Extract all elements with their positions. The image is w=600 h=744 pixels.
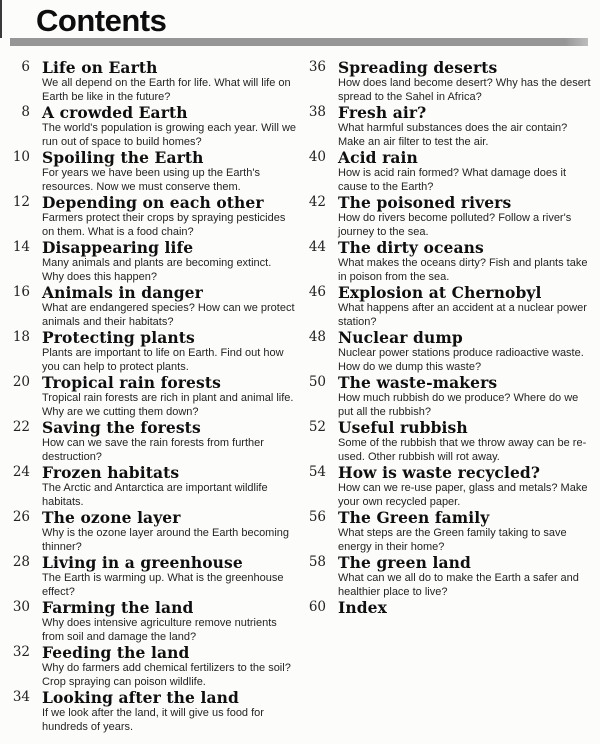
toc-entry-description: Tropical rain forests are rich in plant and animal life. Why are we cutting them down? xyxy=(42,392,294,418)
toc-entry-body xyxy=(42,59,296,104)
toc-entry-description: Some of the rubbish that we throw away can be re-used. Other rubbish will rot away. xyxy=(338,437,587,463)
toc-page-number: 46 xyxy=(308,284,326,300)
toc-entry-title: Spoiling the Earth xyxy=(42,148,204,167)
toc-page-number: 32 xyxy=(12,644,30,660)
toc-entry-description: Why do farmers add chemical fertilizers to the soil? Crop spraying can poison wildlife. xyxy=(42,662,291,688)
toc-page-number: 56 xyxy=(308,509,326,525)
toc-page-number: 52 xyxy=(308,419,326,435)
toc-entry-title: Feeding the land xyxy=(42,643,190,662)
toc-entry-body xyxy=(42,239,296,284)
toc-page-number: 8 xyxy=(21,104,30,120)
toc-entry xyxy=(303,509,592,554)
scan-edge-artifact xyxy=(0,0,2,38)
toc-entry-description: Many animals and plants are becoming extinct. Why does this happen? xyxy=(42,257,272,283)
toc-entry xyxy=(12,554,296,599)
toc-entry-body xyxy=(338,554,592,599)
toc-entry-title: Animals in danger xyxy=(42,283,203,302)
toc-entry xyxy=(12,464,296,509)
toc-entry-body xyxy=(338,239,592,284)
toc-page-number: 10 xyxy=(12,149,30,165)
toc-entry-body xyxy=(338,329,592,374)
toc-entry xyxy=(303,419,592,464)
toc-entry-body xyxy=(42,419,296,464)
toc-entry-description: What are endangered species? How can we protect animals and their habitats? xyxy=(42,302,295,328)
toc-entry xyxy=(303,554,592,599)
toc-entry-title: Index xyxy=(338,598,387,617)
toc-entry-description: How is acid rain formed? What damage does it cause to the Earth? xyxy=(338,167,567,193)
toc-entry-description: The world's population is growing each year. Will we run out of space to build homes? xyxy=(42,122,296,148)
toc-entry xyxy=(12,599,296,644)
toc-entry-body xyxy=(42,464,296,509)
toc-page-number: 24 xyxy=(12,464,30,480)
toc-entry xyxy=(12,149,296,194)
toc-entry-title: Disappearing life xyxy=(42,238,194,257)
toc-entry-body xyxy=(42,329,296,374)
toc-entry-description: We all depend on the Earth for life. What will life on Earth be like in the future? xyxy=(42,77,291,103)
toc-entry-body xyxy=(338,599,592,616)
toc-page-number: 44 xyxy=(308,239,326,255)
toc-entry-body xyxy=(42,194,296,239)
toc-page-number: 38 xyxy=(308,104,326,120)
toc-entry-description: What steps are the Green family taking to save energy in their home? xyxy=(338,527,567,553)
contents-column-right xyxy=(296,59,600,734)
toc-entry-body xyxy=(42,644,296,689)
toc-entry xyxy=(12,329,296,374)
toc-entry xyxy=(12,59,296,104)
toc-page-number: 22 xyxy=(12,419,30,435)
toc-page-number: 58 xyxy=(308,554,326,570)
toc-entry-description: How does land become desert? Why has the desert spread to the Sahel in Africa? xyxy=(338,77,591,103)
toc-entry-body xyxy=(338,59,592,104)
toc-entry-body xyxy=(42,284,296,329)
page-title: Contents xyxy=(36,3,167,38)
toc-entry xyxy=(303,194,592,239)
toc-entry-description: How can we save the rain forests from further destruction? xyxy=(42,437,264,463)
toc-entry-description: How can we re-use paper, glass and metals? Make your own recycled paper. xyxy=(338,482,588,508)
toc-entry xyxy=(303,149,592,194)
toc-entry-title: Useful rubbish xyxy=(338,418,468,437)
toc-entry xyxy=(303,374,592,419)
toc-entry-title: The Green family xyxy=(338,508,490,527)
toc-entry-title: Depending on each other xyxy=(42,193,264,212)
toc-page-number: 54 xyxy=(308,464,326,480)
toc-entry-title: The green land xyxy=(338,553,471,572)
toc-entry-description: Why is the ozone layer around the Earth becoming thinner? xyxy=(42,527,290,553)
toc-page-number: 12 xyxy=(12,194,30,210)
toc-entry-description: If we look after the land, it will give us food for hundreds of years. xyxy=(42,707,264,733)
toc-page-number: 6 xyxy=(21,59,30,75)
toc-entry-description: What happens after an accident at a nuclear power station? xyxy=(338,302,587,328)
toc-page-number: 14 xyxy=(12,239,30,255)
toc-entry-body xyxy=(42,149,296,194)
toc-entry-description: Nuclear power stations produce radioactive waste. How do we dump this waste? xyxy=(338,347,584,373)
toc-entry xyxy=(303,104,592,149)
toc-entry-title: The poisoned rivers xyxy=(338,193,512,212)
toc-entry xyxy=(12,689,296,734)
toc-entry-title: A crowded Earth xyxy=(42,103,188,122)
toc-entry-title: Acid rain xyxy=(338,148,418,167)
toc-entry xyxy=(12,374,296,419)
toc-entry-description: How much rubbish do we produce? Where do we put all the rubbish? xyxy=(338,392,579,418)
toc-page-number: 36 xyxy=(308,59,326,75)
toc-entry-title: The ozone layer xyxy=(42,508,181,527)
toc-entry-body xyxy=(42,689,296,734)
toc-entry xyxy=(303,239,592,284)
toc-page-number: 34 xyxy=(12,689,30,705)
toc-entry xyxy=(12,194,296,239)
title-divider-bar xyxy=(10,38,588,46)
toc-page-number: 16 xyxy=(12,284,30,300)
toc-entry xyxy=(12,644,296,689)
toc-page-number: 28 xyxy=(12,554,30,570)
contents-columns xyxy=(0,59,600,734)
toc-entry-title: The waste-makers xyxy=(338,373,498,392)
toc-entry-title: Explosion at Chernobyl xyxy=(338,283,542,302)
toc-page-number: 40 xyxy=(308,149,326,165)
toc-entry-title: Saving the forests xyxy=(42,418,201,437)
toc-entry xyxy=(12,509,296,554)
toc-entry-body xyxy=(42,374,296,419)
toc-entry-title: Life on Earth xyxy=(42,58,158,77)
toc-page-number: 20 xyxy=(12,374,30,390)
toc-entry xyxy=(12,104,296,149)
toc-entry xyxy=(303,284,592,329)
toc-entry xyxy=(303,329,592,374)
toc-entry-body xyxy=(42,554,296,599)
toc-entry-body xyxy=(42,104,296,149)
toc-entry-title: Protecting plants xyxy=(42,328,195,347)
toc-entry-title: Living in a greenhouse xyxy=(42,553,243,572)
toc-entry-body xyxy=(338,104,592,149)
toc-entry-title: Nuclear dump xyxy=(338,328,463,347)
toc-entry-body xyxy=(338,464,592,509)
toc-entry-body xyxy=(338,419,592,464)
toc-entry-description: The Arctic and Antarctica are important wildlife habitats. xyxy=(42,482,268,508)
toc-page-number: 42 xyxy=(308,194,326,210)
toc-entry xyxy=(12,419,296,464)
toc-entry-description: The Earth is warming up. What is the greenhouse effect? xyxy=(42,572,284,598)
toc-entry xyxy=(303,59,592,104)
toc-entry-body xyxy=(338,509,592,554)
toc-page-number: 48 xyxy=(308,329,326,345)
toc-entry-description: What can we all do to make the Earth a safer and healthier place to live? xyxy=(338,572,579,598)
toc-entry-body xyxy=(338,284,592,329)
toc-entry-title: Spreading deserts xyxy=(338,58,498,77)
toc-entry-body xyxy=(338,149,592,194)
toc-entry xyxy=(303,599,592,616)
toc-page-number: 60 xyxy=(308,599,326,615)
contents-column-left xyxy=(0,59,296,734)
toc-entry xyxy=(12,239,296,284)
toc-entry-description: Farmers protect their crops by spraying pesticides on them. What is a food chain? xyxy=(42,212,286,238)
toc-entry-title: Looking after the land xyxy=(42,688,239,707)
toc-page-number: 18 xyxy=(12,329,30,345)
toc-entry-title: Tropical rain forests xyxy=(42,373,221,392)
toc-entry-title: The dirty oceans xyxy=(338,238,484,257)
toc-entry-body xyxy=(42,509,296,554)
toc-entry-description: How do rivers become polluted? Follow a river's journey to the sea. xyxy=(338,212,572,238)
toc-page-number: 30 xyxy=(12,599,30,615)
toc-page-number: 26 xyxy=(12,509,30,525)
toc-entry-description: Why does intensive agriculture remove nutrients from soil and damage the land? xyxy=(42,617,277,643)
toc-entry-body xyxy=(338,374,592,419)
toc-entry-description: What harmful substances does the air contain? Make an air filter to test the air. xyxy=(338,122,568,148)
toc-entry-title: Frozen habitats xyxy=(42,463,180,482)
toc-entry-description: For years we have been using up the Earth's resources. Now we must conserve them. xyxy=(42,167,260,193)
toc-entry-description: Plants are important to life on Earth. Find out how you can help to protect plants. xyxy=(42,347,284,373)
toc-entry-title: Fresh air? xyxy=(338,103,427,122)
toc-entry-title: How is waste recycled? xyxy=(338,463,541,482)
toc-entry-body xyxy=(338,194,592,239)
toc-page-number: 50 xyxy=(308,374,326,390)
toc-entry xyxy=(303,464,592,509)
toc-entry-title: Farming the land xyxy=(42,598,194,617)
toc-entry-body xyxy=(42,599,296,644)
toc-entry-description: What makes the oceans dirty? Fish and plants take in poison from the sea. xyxy=(338,257,588,283)
toc-entry xyxy=(12,284,296,329)
